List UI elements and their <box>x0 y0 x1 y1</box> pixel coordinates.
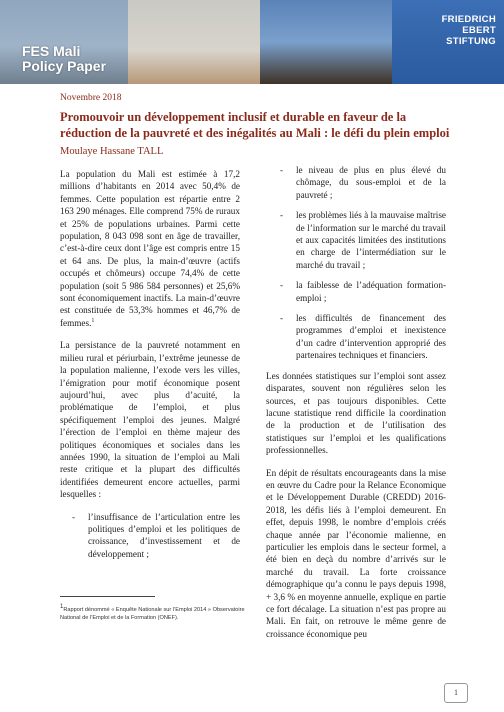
series-title-line2: Policy Paper <box>22 58 107 74</box>
bullet-dash: - <box>280 210 284 221</box>
bullet-dash: - <box>280 165 284 175</box>
list-item <box>280 312 446 362</box>
footnote-mark: 1 <box>60 604 64 611</box>
bullet-list <box>60 511 240 561</box>
list-item-text: le niveau de plus en plus élevé du chômage, du sous-emploi et de la pauvreté ; <box>296 165 446 200</box>
list-item <box>72 511 240 561</box>
paragraph: En dépit de résultats encourageants dans la mise en œuvre du Cadre pour la Relance Economique et le Développement Durable (CREDD) 2016-2018, les défis liés à l’emploi demeurent. En effet, depuis 1998, le nombre d’emplois créés chaque année par l’économie malienne, en particulier les emplois dans le secteur formel, a été bien en deçà du nombre d’arrivés sur le marché du travail. La forte croissance démographique qu’a connu le pays depuis 1998, + 3,6 % en moyenne annuelle, explique en partie ce fort décalage. La situation n’est pas propre au Mali. En fait, on retrouve le même genre de croissance économique peu <box>266 467 446 639</box>
paragraph-text: La population du Mali est estimée à 17,2 millions d’habitants en 2014 avec 50,4% de femmes. Cette population est répartie entre 2 163 290 ménages. Elle comprend 75% de ruraux et 25% de populations urbaines. Parmi cette population, 8 043 098 sont en âge de travailler, c’est-à-dire ceux dont l’âge est compris entre 15 et 64 ans. De plus, la main-d’œuvre (actifs occupés et chômeurs) occupe 74,4% de cette population (soit 5 986 584 personnes) et 25,6% sont économiquement inactifs. La main-d’œuvre est constituée de 53,3% hommes et 46,7% de femmes. <box>60 169 240 328</box>
header-banner <box>0 0 504 84</box>
left-column <box>60 168 240 568</box>
list-item <box>280 209 446 271</box>
logo-line3: STIFTUNG <box>446 36 496 47</box>
page-number: 1 <box>444 683 468 703</box>
right-column <box>266 164 446 650</box>
banner-photo-2 <box>128 0 260 84</box>
list-item-text: la faiblesse de l’adéquation formation-emploi ; <box>296 280 446 303</box>
footnote <box>60 606 260 622</box>
footnote-text: Rapport dénommé « Enquête Nationale sur l’Emploi 2014 » Observatoire National de l’Emploi et de la Formation (ONEF). <box>60 607 245 621</box>
list-item <box>280 279 446 304</box>
footnote-divider <box>60 596 155 597</box>
bullet-dash: - <box>280 280 284 291</box>
series-title <box>22 44 106 74</box>
list-item-text: les difficultés de financement des programmes d’emploi et inexistence d’un cadre d’intervention approprié des partenaires techniques et financiers. <box>296 313 446 361</box>
series-title-line1: FES Mali <box>22 43 81 59</box>
paragraph: La persistance de la pauvreté notamment en milieu rural et périurbain, l’extrême jeunesse de la population malienne, l’exode vers les villes, l’émigration pour motif économique posent aujourd’hui, avec plus d’acuité, la problématique de l’emploi, et plus spécifiquement l’emploi des jeunes. Malgré l’érection de l’emploi en thème majeur des politiques économiques et sociales dans les années 1990, la situation de l’emploi au Mali reste critique et la plupart des difficultés identifiées demeurent encore actuelles, parmi lesquelles : <box>60 340 240 500</box>
footnote-reference[interactable]: 1 <box>91 317 95 324</box>
paper-title: Promouvoir un développement inclusif et durable en faveur de la réduction de la pauvreté et des inégalités au Mali : le défi du plein emploi <box>60 110 450 140</box>
list-item <box>280 164 446 201</box>
logo-line1: FRIEDRICH <box>441 14 496 25</box>
bullet-dash: - <box>280 313 284 324</box>
paragraph <box>60 168 240 329</box>
list-item-text: les problèmes liés à la mauvaise maîtrise de l’information sur le marché du travail et aux capacités limitées des institutions en charge de l’intermédiation sur le marché du travail ; <box>296 210 447 270</box>
bullet-list <box>266 164 446 362</box>
list-item-text: l’insuffisance de l’articulation entre les politiques d’emploi et les politiques de croissance, d’investissement et de développement ; <box>88 511 240 559</box>
bullet-dash: - <box>72 511 76 522</box>
publication-date: Novembre 2018 <box>60 93 122 103</box>
author-name: Moulaye Hassane TALL <box>60 146 164 157</box>
paragraph: Les données statistiques sur l’emploi sont assez disparates, souvent non régulières selon les sources, et pas toujours disponibles. Cette lacune statistique rend difficile la coordination de la production et de l’utilisation des statistiques sur l’emploi et les qualifications professionnelles. <box>266 370 446 456</box>
logo-line2: EBERT <box>462 25 496 36</box>
fes-logo <box>410 14 496 47</box>
banner-photo-3 <box>260 0 392 84</box>
